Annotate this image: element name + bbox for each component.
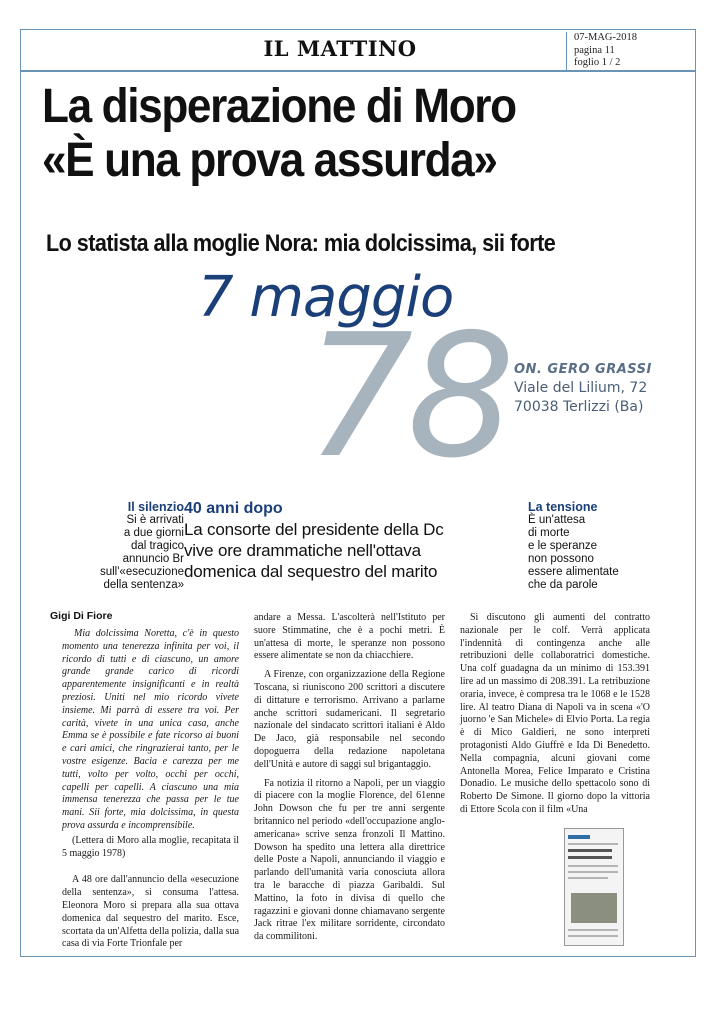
meta-divider xyxy=(566,32,567,70)
headline-line-1: La disperazione di Moro xyxy=(42,80,516,133)
right-sidebar-box xyxy=(528,500,638,592)
right-box-line: È un'attesa xyxy=(528,514,586,526)
thumb-line xyxy=(568,849,612,852)
meta-sheet: foglio 1 / 2 xyxy=(574,57,621,68)
deck-line: La consorte del presidente della Dc xyxy=(184,520,444,539)
thumb-photo xyxy=(571,893,617,923)
header-rule xyxy=(20,70,696,72)
headline-line-2: «È una prova assurda» xyxy=(42,134,497,187)
right-box-line: e le speranze xyxy=(528,540,598,552)
date-graphic-day: 7 maggio xyxy=(198,265,454,330)
col2-paragraph-1: andare a Messa. L'ascolterà nell'Istituto per suore Stimmatine, che è a pochi metri. È un'attesa di morte, le speranze non possono essere alimentate se non da chiacchiere. xyxy=(254,612,445,662)
stamp-name: ON. GERO GRASSI xyxy=(514,362,652,377)
address-stamp xyxy=(514,360,652,417)
center-kicker: 40 anni dopo xyxy=(184,500,283,517)
center-deck xyxy=(184,519,524,582)
headline xyxy=(42,80,612,188)
clipping-meta xyxy=(574,32,637,70)
right-box-text xyxy=(528,514,638,592)
thumb-line xyxy=(568,865,618,867)
deck-line: vive ore drammatiche nell'ottava xyxy=(184,541,421,560)
col1-body: A 48 ore dall'annuncio della «esecuzione della sentenza», si consuma l'attesa. Eleonora Moro si prepara alla sua ottava domenica dal sequestro del marito. Esce, scortata da un'Alfetta della polizia, dalla sua casa di via Forte Trionfale per xyxy=(62,874,240,950)
letter-quote: Mia dolcissima Noretta, c'è in questo momento una tenerezza infinita per voi, il ricordo di tutti e di ciascuno, un amore grande grande carico di ricordi apparentemente insignificanti e in realtà preziosi. Uniti nel mio ricordo vivete insieme. Mi parrà di essere tra voi. Per carità, vivete in una unica casa, anche Emma se è possibile e fate ricorso ai buoni e cari amici, che ringrazierai tanto, per le vostre esigenze. Bacia e carezza per me tutti, volto per volto, occhi per occhi, capelli per capelli. A ciascuno una mia immensa tenerezza che passa per le tue mani. Sii forte, mia dolcissima, in questa prova assurda e incomprensibile. xyxy=(62,628,239,831)
subheadline: Lo statista alla moglie Nora: mia dolcissima, sii forte xyxy=(46,230,556,257)
right-box-line: non possono xyxy=(528,553,594,565)
left-box-label: Il silenzio xyxy=(127,500,184,514)
page-thumbnail-image xyxy=(564,828,624,946)
left-box-line: sull'«esecuzione xyxy=(99,566,184,578)
letter-source: (Lettera di Moro alla moglie, recapitata il 5 maggio 1978) xyxy=(62,834,239,859)
left-box-text xyxy=(74,514,184,592)
meta-page: pagina 11 xyxy=(574,44,615,56)
right-box-line: essere alimentate xyxy=(528,566,619,578)
byline: Gigi Di Fiore xyxy=(50,610,113,622)
thumb-line xyxy=(568,929,618,931)
left-box-line: Si è arrivati xyxy=(126,514,184,526)
date-graphic-year: 78 xyxy=(305,298,510,496)
stamp-street: Viale del Lilium, 72 xyxy=(514,380,648,396)
thumb-line xyxy=(568,871,618,873)
left-box-line: a due giorni xyxy=(123,527,184,539)
masthead-logo: IL MATTINO xyxy=(263,36,417,61)
deck-line: domenica dal sequestro del marito xyxy=(184,562,438,581)
left-box-line: annuncio Br xyxy=(122,553,184,565)
right-box-label: La tensione xyxy=(528,500,598,514)
article-column-3 xyxy=(460,612,650,817)
thumb-line xyxy=(568,843,618,845)
article-column-1 xyxy=(62,628,239,951)
col3-paragraph-1: Si discutono gli aumenti del contratto nazionale per le colf. Verrà applicata l'indennità di contingenza anche alle retribuzioni delle collaboratrici domestiche. Una colf guadagna da un minimo di 153.391 lire ad un massimo di 208.391. La retribuzione oraria, invece, è compresa tra le 1068 e le 1528 lire. Al teatro Diana di Napoli va in scena «'O juorno 'e San Michele» di Elvio Porta. La regia è di Mico Galdieri, ne sono interpreti protagonisti Aldo Giuffrè e Ida Di Benedetto. Nella compagnia, alcuni giovani come Antonella Morea, Felice Imparato e Cristina Donadio. Le musiche dello spettacolo sono di Roberto De Simone. Il giorno dopo la vittoria di Ettore Scola con il film «Una xyxy=(460,612,650,815)
left-sidebar-box xyxy=(74,500,184,592)
article-column-2 xyxy=(254,612,445,944)
thumb-line xyxy=(568,877,608,879)
right-box-line: che da parole xyxy=(528,579,598,591)
thumb-line xyxy=(568,935,618,937)
left-box-line: della sentenza» xyxy=(103,579,184,591)
col2-paragraph-2: A Firenze, con organizzazione della Regione Toscana, si riuniscono 200 scrittori a discutere di dittature e terrorismo. Arrivano a parlarne anche scrittori sudamericani. Il segretario nazionale del sindacato scrittori italiani è Aldo De Jaco, già responsabile nel secondo dopoguerra della redazione napoletana dell'Unità e autore di saggi sul brigantaggio. xyxy=(254,669,445,770)
stamp-city: 70038 Terlizzi (Ba) xyxy=(514,399,644,415)
thumb-bar xyxy=(568,835,590,839)
thumb-line xyxy=(568,856,612,859)
right-box-line: di morte xyxy=(528,527,570,539)
left-box-line: dal tragico xyxy=(130,540,184,552)
col2-paragraph-3: Fa notizia il ritorno a Napoli, per un viaggio di piacere con la moglie Florence, del 61enne John Dowson che fu per tre anni sergente britannico nel periodo «dell'occupazione anglo-americana» scrive senza fronzoli Il Mattino. Dowson ha spedito una lettera alla direttrice delle Poste a Napoli, annunciando il viaggio e parlando dell'umanità varia conosciuta allora tra le baracche di piazza Garibaldi. Sul Mattino, la foto in divisa di quello che ragazzini e giovani donne chiamavano sergente Jack ritrae l'ex militare sorridente, circondato da commilitoni. xyxy=(254,777,445,943)
meta-date: 07-MAG-2018 xyxy=(574,32,637,43)
